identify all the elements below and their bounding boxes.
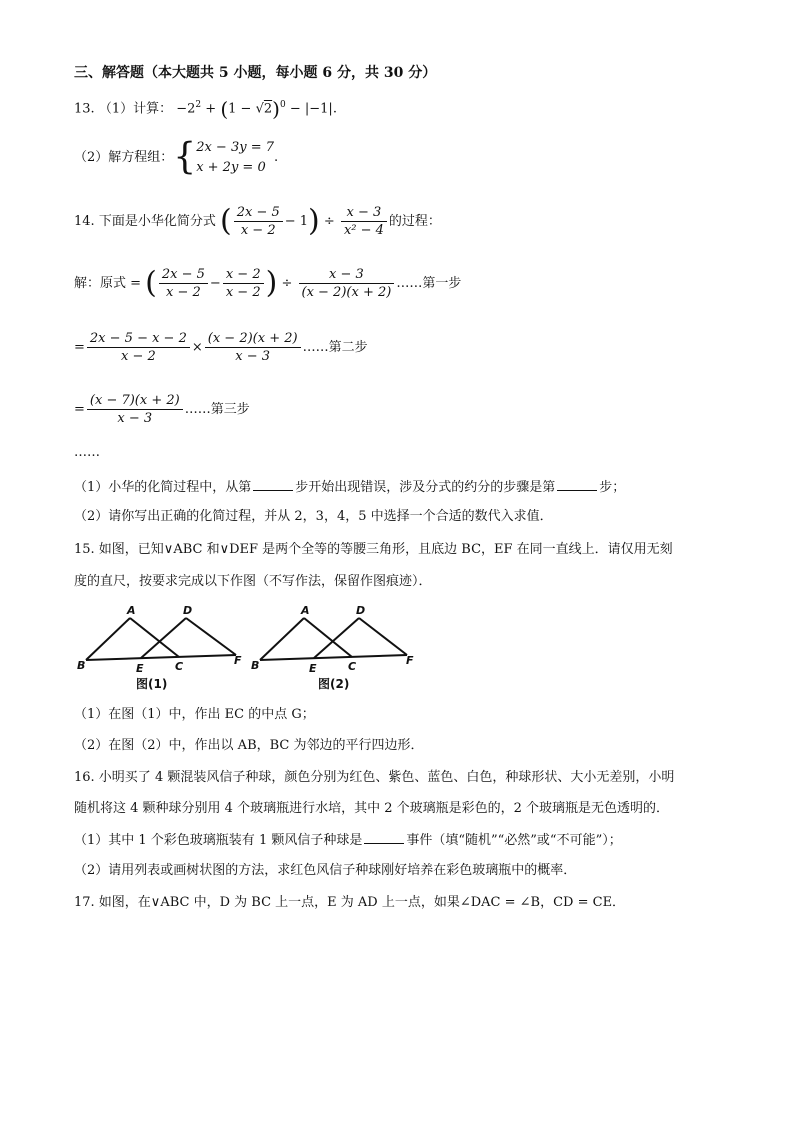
q13-plus: +: [205, 101, 217, 117]
s1-frac1: [159, 266, 208, 301]
q13-sqrt-symbol: √: [255, 101, 264, 117]
step2-label: ……第二步: [302, 340, 368, 355]
s1-frac3-num: x − 3: [299, 266, 395, 284]
q15-line1: 15. 如图，已知∨ABC 和∨DEF 是两个全等的等腰三角形，且底边 BC，EF 在同一直线上．请仅用无刻: [74, 542, 673, 557]
figure-1-caption: 图(1): [136, 677, 168, 691]
s1-frac2-num: x − 2: [223, 266, 264, 284]
label-b: B: [77, 659, 86, 672]
figure-2: [251, 604, 414, 691]
step3-label: ……第三步: [184, 402, 250, 417]
s3-frac: [87, 392, 183, 427]
q14-frac2-den: x² − 4: [343, 223, 384, 238]
q15-part1: （1）在图（1）中，作出 EC 的中点 G；: [74, 707, 315, 722]
label-d: D: [183, 604, 193, 617]
s1-minus: −: [209, 276, 221, 291]
equation-2: x + 2y = 0: [196, 159, 266, 175]
label-f: F: [234, 654, 242, 667]
q14-number: 14.: [74, 214, 95, 229]
q14-part2: （2）请你写出正确的化简过程，并从 2，3，4，5 中选择一个合适的数代入求值．: [74, 509, 553, 524]
s2-times: ×: [191, 340, 203, 355]
section-title: 三、解答题（本大题共 5 小题，每小题 6 分，共 30 分）: [74, 65, 437, 81]
q14-frac2-num: x − 3: [341, 204, 387, 222]
s2-frac1-num: 2x − 5 − x − 2: [87, 330, 190, 348]
q16-line2: 随机将这 4 颗种球分别用 4 个玻璃瓶进行水培，其中 2 个玻璃瓶是彩色的，2 个玻璃瓶是无色透明的．: [74, 801, 670, 816]
q13-exp0: 0: [279, 100, 286, 110]
label-c: C: [175, 660, 184, 673]
q13-part1: 13. （1）计算： $-2^2 + (1 - √2)^0 - |-1|$.: [74, 96, 337, 121]
label-d: D: [356, 604, 366, 617]
q13-part1-end: .: [332, 101, 337, 117]
s2-frac1: [87, 330, 190, 365]
q13-tail: − |−1|: [289, 101, 333, 117]
s1-frac3-den: (x − 2)(x + 2): [301, 285, 392, 300]
q13-inner: 1 −: [228, 101, 256, 117]
label-e: E: [309, 662, 317, 675]
q14-part1: [74, 478, 625, 497]
label-e: E: [136, 662, 144, 675]
label-a: A: [301, 604, 310, 617]
label-a: A: [127, 604, 136, 617]
q14-step1: 解：原式 = ( $\frac{2x - 5}{x - 2}$ − $\frac{x - 2}{x - 2}$ ) ÷ $\frac{x - 3}{(x - 2)(x + 2)}$ ……第一步: [74, 265, 462, 301]
q17-line1: 17. 如图，在∨ABC 中，D 为 BC 上一点，E 为 AD 上一点，如果∠DAC = ∠B，CD = CE．: [74, 895, 626, 910]
s3-eq: =: [74, 402, 85, 417]
s2-frac2-den: x − 3: [235, 349, 271, 364]
q14-div: ÷: [323, 214, 335, 229]
step1-prefix: 解：原式 =: [74, 276, 142, 291]
equation-system: [196, 138, 274, 178]
q16-line1: 16. 小明买了 4 颗混装风信子种球，颜色分别为红色、紫色、蓝色、白色，种球形状、大小无差别，小明: [74, 770, 675, 785]
q15-part2: （2）在图（2）中，作出以 AB，BC 为邻边的平行四边形．: [74, 738, 424, 753]
q14-frac2: [341, 204, 387, 239]
label-f: F: [406, 654, 414, 667]
label-c: C: [348, 660, 357, 673]
s1-frac2-den: x − 2: [225, 285, 261, 300]
s2-eq: =: [74, 340, 85, 355]
q14-part1-b: 步开始出现错误，涉及分式的约分的步骤是第: [295, 480, 556, 495]
q14-intro-text: 下面是小华化简分式: [98, 214, 216, 229]
q16-part2: （2）请用列表或画树状图的方法，求红色风信子种球刚好培养在彩色玻璃瓶中的概率．: [74, 863, 577, 878]
s1-frac3: [299, 266, 395, 301]
q15-figures: [74, 600, 434, 695]
q16-part1: [74, 831, 622, 850]
q14-step3: [74, 388, 250, 432]
q14-frac1-num: 2x − 5: [234, 204, 283, 222]
s3-frac-den: x − 3: [117, 411, 153, 426]
s1-frac1-num: 2x − 5: [159, 266, 208, 284]
label-b: B: [251, 659, 260, 672]
q14-step2: [74, 326, 368, 370]
q13-exp2: 2: [195, 100, 202, 110]
q14-intro: 14. 下面是小华化简分式 ( $\frac{2x - 5}{x - 2}$ − 1) ÷ $\frac{x - 3}{\text{x² − 4}}$ 的过程：: [74, 203, 441, 239]
s1-frac1-den: x − 2: [166, 285, 201, 300]
q16-part1-a: （1）其中 1 个彩色玻璃瓶装有 1 颗风信子种球是: [74, 833, 363, 848]
s2-frac2: [205, 330, 301, 365]
q13-number: 13.: [74, 101, 95, 117]
s2-frac1-den: x − 2: [121, 349, 156, 364]
q14-part1-a: （1）小华的化简过程中，从第: [74, 480, 252, 495]
q15-line2: 度的直尺，按要求完成以下作图（不写作法，保留作图痕迹）．: [74, 574, 432, 589]
s1-frac2: [223, 266, 264, 301]
s3-frac-num: (x − 7)(x + 2): [87, 392, 183, 410]
q13-expr-a: −2: [176, 101, 196, 117]
q14-frac1-den: x − 2: [240, 223, 276, 238]
q13-part1-prefix: （1）计算：: [98, 101, 173, 117]
equation-1: 2x − 3y = 7: [196, 139, 274, 155]
q16-part1-b: 事件（填“随机”“必然”或“不可能”）；: [406, 833, 622, 848]
q13-part2: （2）解方程组：{ 2x − 3y = 7 x + 2y = 0 .: [74, 136, 279, 178]
q13-part2-prefix: （2）解方程组：: [74, 150, 174, 165]
answer-blank[interactable]: [364, 831, 404, 844]
step1-label: ……第一步: [396, 276, 462, 291]
figure-2-caption: 图(2): [318, 677, 350, 691]
s2-frac2-num: (x − 2)(x + 2): [205, 330, 301, 348]
s1-div: ÷: [281, 276, 293, 291]
answer-blank[interactable]: [253, 478, 293, 491]
answer-blank[interactable]: [557, 478, 597, 491]
q13-part2-end: .: [274, 150, 279, 165]
q14-part1-c: 步；: [599, 480, 626, 495]
q14-frac1: [234, 204, 283, 239]
q13-sqrt-arg: 2: [263, 101, 273, 117]
q14-ellipsis: ……: [74, 445, 100, 460]
figure-1: [77, 604, 242, 691]
q14-minus-one: − 1: [284, 214, 309, 229]
q14-intro-end: 的过程：: [388, 214, 441, 229]
